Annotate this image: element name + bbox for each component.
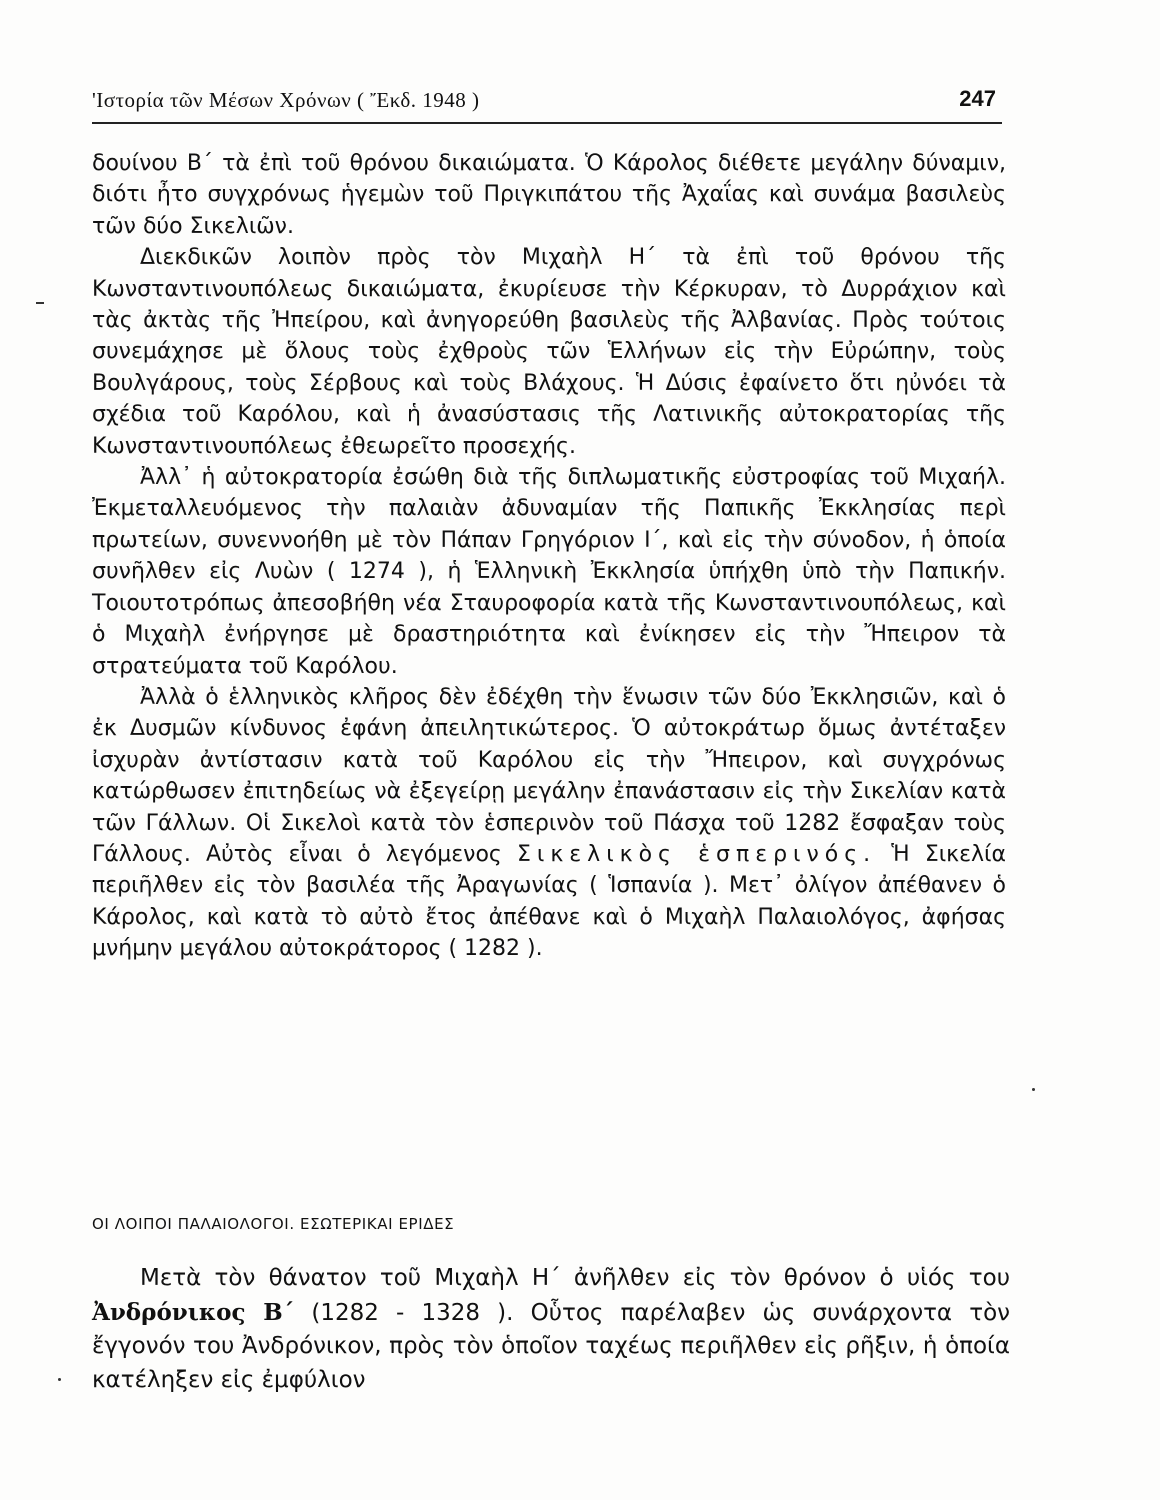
margin-speck: [36, 302, 44, 304]
paragraph-text: δουίνου Β΄ τὰ ἐπὶ τοῦ θρόνου δικαιώματα. Ὁ Κάρολος διέθετε μεγάλην δύναμιν, διότι ἦτο συγχρόνως ἡγεμὼν τοῦ Πριγκιπάτου τῆς Ἀχαΐας καὶ συνάμα βασιλεὺς τῶν δύο Σικελιῶν.: [92, 151, 1006, 239]
section-heading: ΟΙ ΛΟΙΠΟΙ ΠΑΛΑΙΟΛΟΓΟΙ. ΕΣΩΤΕΡΙΚΑΙ ΕΡΙΔΕΣ: [92, 1215, 455, 1233]
emphasized-name: Ἀνδρόνικος Β΄: [92, 1298, 295, 1326]
paragraph-text: Ἀλλ᾽ ἡ αὐτοκρατορία ἐσώθη διὰ τῆς διπλωματικῆς εὐστροφίας τοῦ Μιχαήλ. Ἐκμεταλλευόμενος τὴν παλαιὰν ἀδυναμίαν τῆς Παπικῆς Ἐκκλησίας περὶ πρωτείων, συνεννοήθη μὲ τὸν Πάπαν Γρηγόριον Ι΄, καὶ εἰς τὴν σύνοδον, ἡ ὁποία συνῆλθεν εἰς Λυὼν ( 1274 ), ἡ Ἑλληνικὴ Ἐκκλησία ὑπήχθη ὑπὸ τὴν Παπικήν. Τοιουτοτρόπως ἀπεσοβήθη νέα Σταυροφορία κατὰ τῆς Κωνσταντινουπόλεως, καὶ ὁ Μιχαὴλ ἐνήργησε μὲ δραστηριότητα καὶ ἐνίκησεν εἰς τὴν Ἤπειρον τὰ στρατεύματα τοῦ Καρόλου.: [92, 465, 1006, 679]
emphasized-term: Σικελικὸς ἑσπερινός.: [516, 841, 877, 867]
margin-speck: [58, 1378, 61, 1381]
paragraph-text: Μετὰ τὸν θάνατον τοῦ Μιχαὴλ Η΄ ἀνῆλθεν εἰς τὸν θρόνον ὁ υἱός του: [140, 1265, 1010, 1291]
paragraph-text: Ἡ Σικελία περιῆλθεν εἰς τὸν βασιλέα τῆς Ἀραγωνίας ( Ἱσπανία ). Μετ᾽ ὀλίγον ἀπέθανεν ὁ Κάρολος, καὶ κατὰ τὸ αὐτὸ ἔτος ἀπέθανε καὶ ὁ Μιχαὴλ Παλαιολόγος, ἀφήσας μνήμην μεγάλου αὐτοκράτορος ( 1282 ).: [92, 841, 1006, 962]
paragraph-text: (1282 - 1328 ). Οὗτος παρέλαβεν ὡς συνάρχοντα τὸν ἔγγονόν του Ἀνδρόνικον, πρὸς τὸν ὁποῖον ταχέως περιῆλθεν εἰς ρῆξιν, ἡ ὁποία κατέληξεν εἰς ἐμφύλιον: [92, 1299, 1010, 1393]
paragraph: [92, 462, 1006, 682]
paragraph: [92, 682, 1006, 965]
running-title: 'Ιστορία τῶν Μέσων Χρόνων ( Ἔκδ. 1948 ): [92, 88, 480, 112]
page-number: 247: [959, 86, 996, 111]
margin-speck: [1032, 1088, 1035, 1091]
paragraph: [92, 1262, 1010, 1397]
main-text: [92, 148, 1006, 965]
paragraph-text: Ἀλλὰ ὁ ἑλληνικὸς κλῆρος δὲν ἐδέχθη τὴν ἕνωσιν τῶν δύο Ἐκκλησιῶν, καὶ ὁ ἐκ Δυσμῶν κίνδυνος ἐφάνη ἀπειλητικώτερος. Ὁ αὐτοκράτωρ ὅμως ἀντέταξεν ἰσχυρὰν ἀντίστασιν κατὰ τοῦ Καρόλου εἰς τὴν Ἤπειρον, καὶ συγχρόνως κατώρθωσεν ἐπιτηδείως νὰ ἐξεγείρῃ μεγάλην ἐπανάστασιν εἰς τὴν Σικελίαν κατὰ τῶν Γάλλων. Οἱ Σικελοὶ κατὰ τὸν ἑσπερινὸν τοῦ Πάσχα τοῦ 1282 ἔσφαξαν τοὺς Γάλλους. Αὐτὸς εἶναι ὁ λεγόμενος: [92, 684, 1006, 867]
running-header: [92, 82, 1002, 124]
paragraph: [92, 148, 1006, 242]
paragraph: [92, 242, 1006, 462]
section-text: [92, 1262, 1010, 1397]
paragraph-text: Διεκδικῶν λοιπὸν πρὸς τὸν Μιχαὴλ Η΄ τὰ ἐπὶ τοῦ θρόνου τῆς Κωνσταντινουπόλεως δικαιώματα, ἐκυρίευσε τὴν Κέρκυραν, τὸ Δυρράχιον καὶ τὰς ἀκτὰς τῆς Ἠπείρου, καὶ ἀνηγορεύθη βασιλεὺς τῆς Ἀλβανίας. Πρὸς τούτοις συνεμάχησε μὲ ὅλους τοὺς ἐχθροὺς τῶν Ἑλλήνων εἰς τὴν Εὐρώπην, τοὺς Βουλγάρους, τοὺς Σέρβους καὶ τοὺς Βλάχους. Ἡ Δύσις ἐφαίνετο ὅτι ηὐνόει τὰ σχέδια τοῦ Καρόλου, καὶ ἡ ἀνασύστασις τῆς Λατινικῆς αὐτοκρατορίας τῆς Κωνσταντινουπόλεως ἐθεωρεῖτο προσεχής.: [92, 245, 1006, 459]
